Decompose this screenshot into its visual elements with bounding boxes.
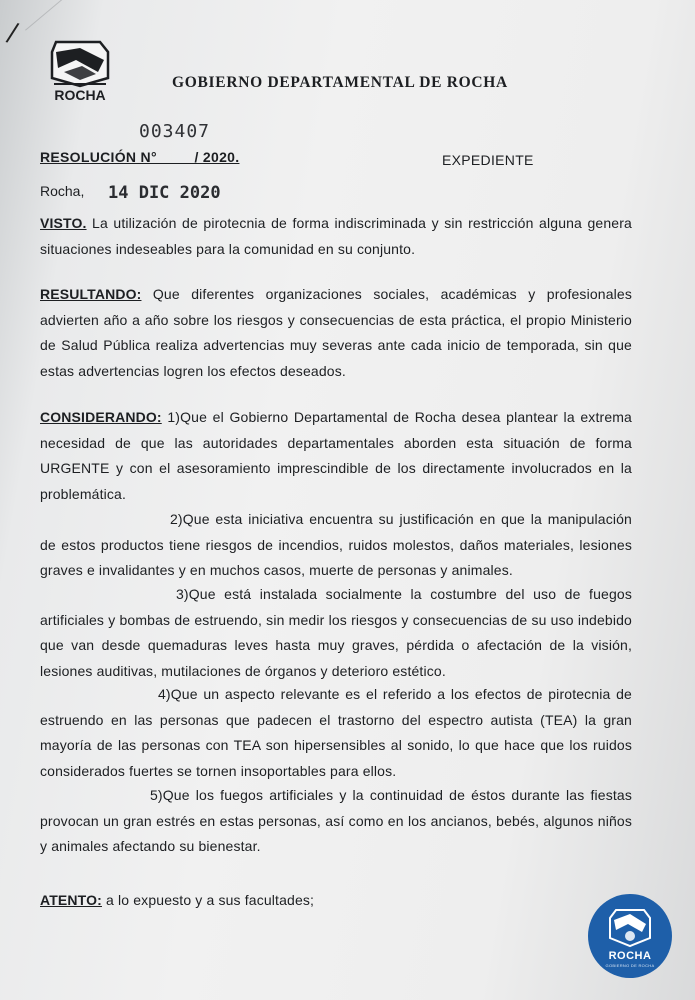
watermark-subtitle: GOBIERNO DE ROCHA <box>605 963 655 968</box>
government-title: GOBIERNO DEPARTAMENTAL DE ROCHA <box>172 74 508 91</box>
considerando-paragraph-2: 2)Que esta iniciativa encuentra su justificación en que la manipulación de estos productos tiene riesgos de incendios, ruidos molestos, daños materiales, lesiones graves e invalidantes y en muchos casos, muerte de personas y animales. <box>40 511 632 578</box>
visto-text: La utilización de pirotecnia de forma indiscriminada y sin restricción alguna genera situaciones indeseables para la comunidad en su conjunto. <box>40 215 632 257</box>
considerando-text-1: 1)Que el Gobierno Departamental de Rocha desea plantear la extrema necesidad de que las autoridades departamentales aborden esta situación de forma URGENTE y con el asesoramiento imprescindible de los directamente involucrados en la problemática. <box>40 409 632 502</box>
considerando-paragraph-5: 5)Que los fuegos artificiales y la continuidad de éstos durante las fiestas provocan un gran estrés en estas personas, así como en los ancianos, bebés, algunos niños y animales afectando su bienestar. <box>40 787 632 854</box>
considerando-paragraph-3: 3)Que está instalada socialmente la costumbre del uso de fuegos artificiales y bombas de estruendo, sin medir los riesgos y consecuencias de su uso indebido que van desde quemaduras leves hasta muy graves, pérdida o afectación de la visión, lesiones auditivas, mutilaciones de órganos y deterioro estético. <box>40 586 632 679</box>
resultando-paragraph <box>40 282 632 384</box>
resultando-label: RESULTANDO: <box>40 286 142 302</box>
pen-mark: / <box>4 17 21 49</box>
city-label: Rocha, <box>40 183 85 199</box>
resolution-label: RESOLUCIÓN N° / 2020. <box>40 149 240 165</box>
rocha-coat-of-arms-logo <box>42 38 118 104</box>
svg-text:ROCHA: ROCHA <box>54 87 106 103</box>
atento-text: a lo expuesto y a sus facultades; <box>101 892 315 908</box>
visto-paragraph <box>40 211 632 262</box>
date-stamp: 14 DIC 2020 <box>108 183 221 203</box>
resolution-number: 003407 <box>139 121 211 142</box>
considerando-paragraph-4: 4)Que un aspecto relevante es el referido a los efectos de pirotecnia de estruendo en las personas que padecen el trastorno del espectro autista (TEA) la gran mayoría de las personas con TEA son hipersensibles al sonido, lo que hace que los ruidos considerados fuertes se tornen insoportables para ellos. <box>40 686 632 779</box>
atento-paragraph <box>40 888 632 914</box>
atento-label: ATENTO: <box>40 892 102 908</box>
expediente-label: EXPEDIENTE <box>442 152 534 168</box>
resultando-text: Que diferentes organizaciones sociales, académicas y profesionales advierten año a año sobre los riesgos y consecuencias de esta práctica, el propio Ministerio de Salud Pública realiza advertencias muy severas ante cada inicio de temporada, sin que estas advertencias logren los efectos deseados. <box>40 286 632 379</box>
visto-label: VISTO. <box>40 215 87 231</box>
watermark-brand: ROCHA <box>608 950 652 962</box>
considerando-label: CONSIDERANDO: <box>40 409 162 425</box>
considerando-paragraph-1 <box>40 405 632 507</box>
